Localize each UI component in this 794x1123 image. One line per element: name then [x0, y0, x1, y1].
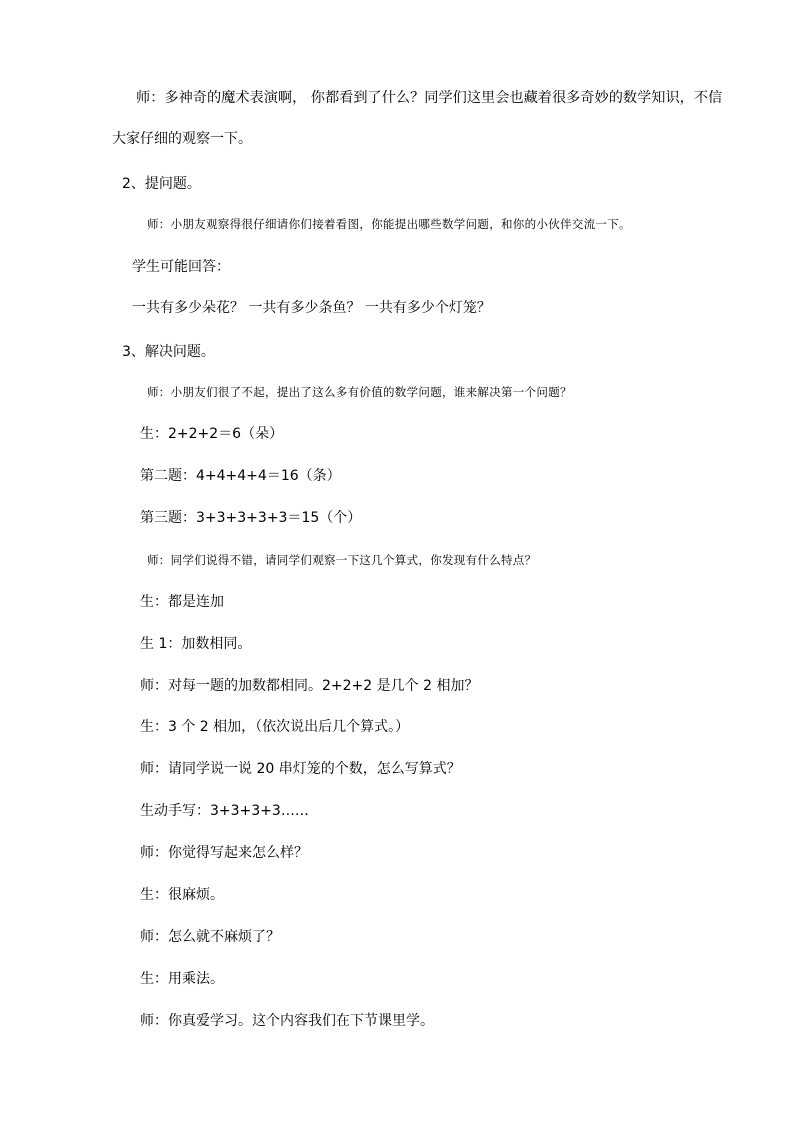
paragraph-line: 师：怎么就不麻烦了？: [140, 929, 280, 945]
section-heading: 2、提问题。: [122, 176, 201, 192]
paragraph-line: 生：都是连加: [140, 594, 224, 610]
paragraph-line: 第三题：3+3+3+3+3＝15（个）: [140, 510, 362, 526]
paragraph-line: 大家仔细的观察一下。: [112, 131, 252, 147]
paragraph-line: 生：2+2+2＝6（朵）: [140, 426, 284, 442]
paragraph-line: 生：用乘法。: [140, 971, 224, 987]
paragraph-line: 师：多神奇的魔术表演啊， 你都看到了什么？同学们这里会也藏着很多奇妙的数学知识，不信: [136, 90, 723, 106]
paragraph-line: 学生可能回答：: [132, 259, 230, 275]
paragraph-line: 师：请同学说一说 20 串灯笼的个数，怎么写算式？: [140, 761, 461, 777]
paragraph-line: 师：你觉得写起来怎么样？: [140, 845, 308, 861]
paragraph-line: 生动手写：3+3+3+3……: [140, 803, 309, 819]
paragraph-line: 一共有多少朵花？ 一共有多少条鱼？ 一共有多少个灯笼？: [132, 300, 491, 316]
section-heading: 3、解决问题。: [122, 344, 215, 360]
paragraph-line: 师：小朋友观察得很仔细请你们接着看图，你能提出哪些数学问题，和你的小伙伴交流一下。: [147, 217, 631, 231]
paragraph-line: 师：同学们说得不错，请同学们观察一下这几个算式，你发现有什么特点？: [147, 553, 537, 567]
paragraph-line: 生：3 个 2 相加，（依次说出后几个算式。）: [140, 719, 410, 735]
paragraph-line: 师：你真爱学习。这个内容我们在下节课里学。: [140, 1013, 434, 1029]
paragraph-line: 生 1：加数相同。: [140, 636, 252, 652]
paragraph-line: 第二题：4+4+4+4＝16（条）: [140, 468, 341, 484]
paragraph-line: 师：小朋友们很了不起，提出了这么多有价值的数学问题，谁来解决第一个问题？: [147, 385, 572, 399]
paragraph-line: 师：对每一题的加数都相同。2+2+2 是几个 2 相加？: [140, 678, 479, 694]
paragraph-line: 生：很麻烦。: [140, 887, 224, 903]
